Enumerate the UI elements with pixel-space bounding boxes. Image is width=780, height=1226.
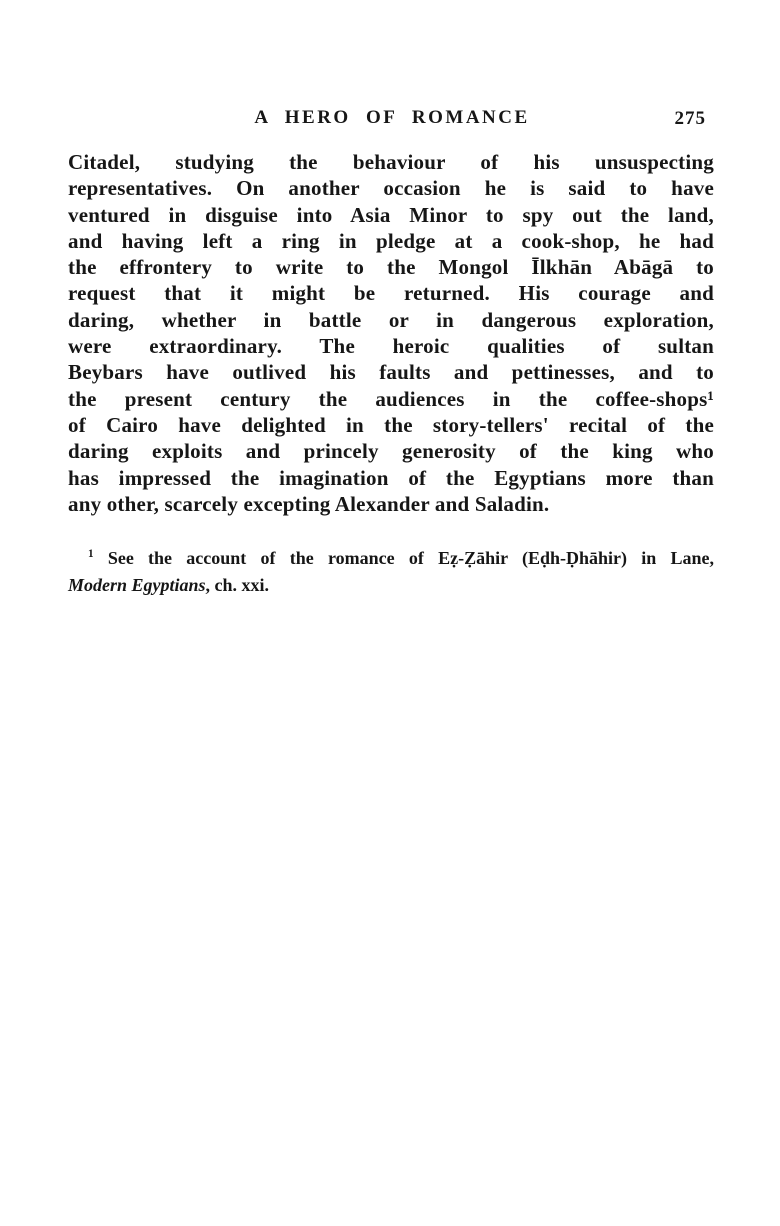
- footnote-marker: 1: [88, 548, 94, 560]
- body-text-line: Beybars have outlived his faults and pettinesses, and to: [68, 360, 714, 385]
- footnote-text: See the account of the romance of Eẓ-Ẓāhir (Eḍh-Ḍhāhir) in Lane,: [107, 548, 715, 568]
- body-text-line: has impressed the imagination of the Egyptians more than: [68, 465, 714, 490]
- page-header: [68, 107, 716, 135]
- footnote: [68, 545, 714, 599]
- body-text-line: the present century the audiences in the coffee-shops¹: [68, 386, 714, 411]
- body-text-line: daring exploits and princely generosity of the king who: [68, 439, 714, 464]
- body-text-line: of Cairo have delighted in the story-tellers' recital of the: [68, 412, 714, 437]
- running-head-title: A HERO OF ROMANCE: [254, 107, 530, 128]
- footnote-line-2: [68, 572, 714, 599]
- footnote-line-1: [68, 545, 714, 572]
- footnote-work-title: Modern Egyptians: [68, 575, 206, 595]
- body-text-line: the effrontery to write to the Mongol Īlkhān Abāgā to: [68, 255, 714, 280]
- body-text-line: any other, scarcely excepting Alexander and Saladin.: [68, 491, 550, 516]
- body-text-line: representatives. On another occasion he is said to have: [68, 176, 714, 201]
- body-text-line: request that it might be returned. His courage and: [68, 281, 714, 306]
- body-paragraph: [68, 149, 714, 517]
- body-text-line: daring, whether in battle or in dangerous exploration,: [68, 307, 714, 332]
- body-text-line: were extraordinary. The heroic qualities of sultan: [68, 334, 714, 359]
- body-text-line: ventured in disguise into Asia Minor to spy out the land,: [68, 202, 714, 227]
- body-text-line: and having left a ring in pledge at a cook-shop, he had: [68, 228, 714, 253]
- footnote-suffix: , ch. xxi.: [205, 575, 270, 595]
- body-text-line: Citadel, studying the behaviour of his unsuspecting: [68, 150, 714, 174]
- page-number: 275: [674, 108, 706, 129]
